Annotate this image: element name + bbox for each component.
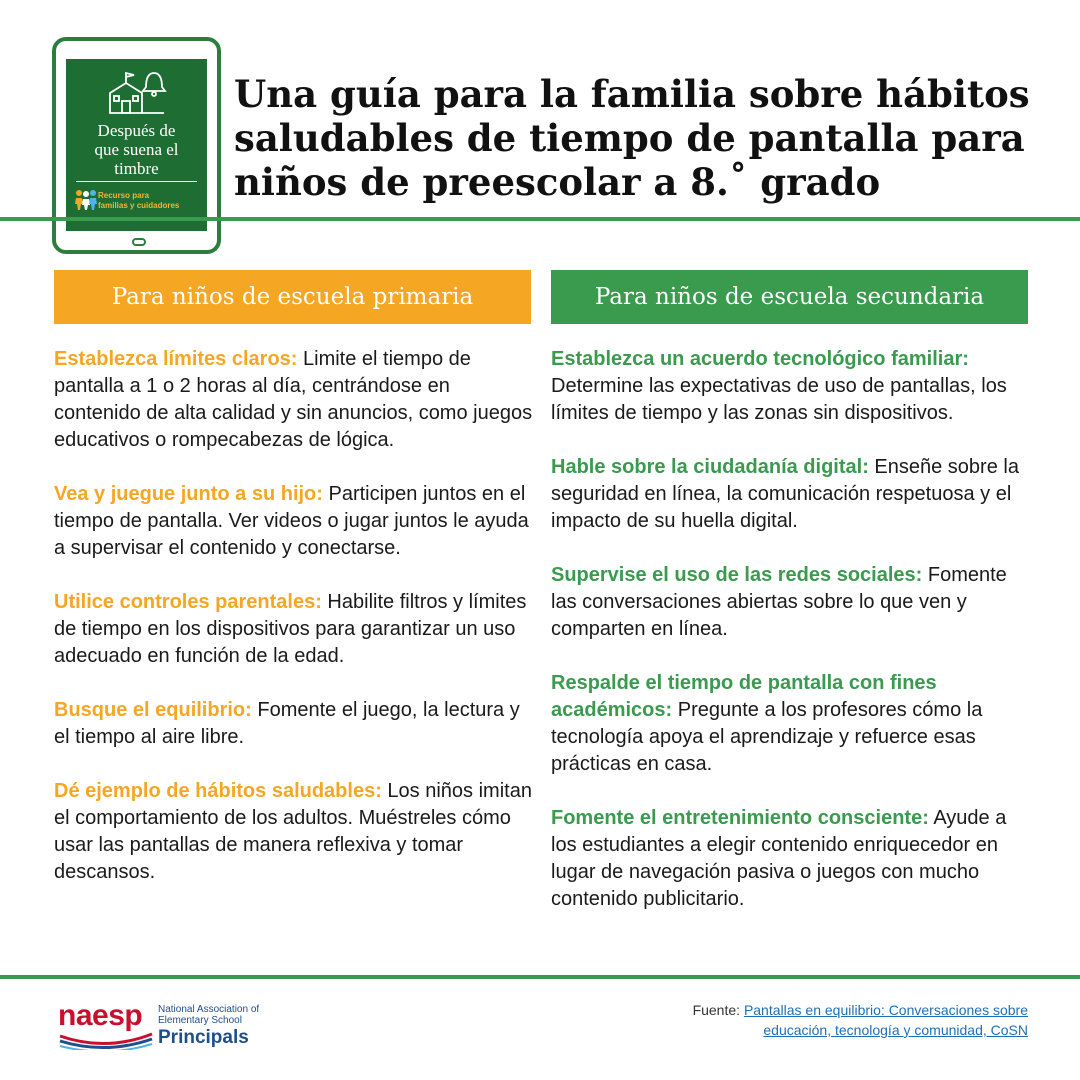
logo-principals: Principals xyxy=(158,1027,249,1048)
tip-body: Pregunte a los profesores cómo la tecnología apoya el aprendizaje y refuerce esas prácticas en casa. xyxy=(551,699,983,775)
tip xyxy=(551,562,1036,643)
tip-heading: Dé ejemplo de hábitos saludables: xyxy=(54,780,382,802)
tip-heading: Fomente el entretenimiento consciente: xyxy=(551,807,929,829)
tip-body: Enseñe sobre la seguridad en línea, la comunicación respetuosa y el impacto de su huella digital. xyxy=(551,456,1019,532)
tip-body: Determine las expectativas de uso de pantallas, los límites de tiempo y las zonas sin dispositivos. xyxy=(551,375,1007,424)
naesp-logo xyxy=(58,1000,268,1052)
title-line: saludables de tiempo de pantalla para xyxy=(234,116,1025,160)
tip xyxy=(54,589,536,670)
badge-subtitle xyxy=(98,191,206,211)
source-line xyxy=(568,1020,1028,1040)
footer-divider xyxy=(0,975,1080,979)
badge-title-line: timbre xyxy=(114,159,159,178)
primary-column-heading: Para niños de escuela primaria xyxy=(54,270,531,324)
tip-heading: Establezca límites claros: xyxy=(54,348,298,370)
source-link[interactable]: Pantallas en equilibrio: Conversaciones sobre xyxy=(743,1002,1028,1018)
tip-heading: Utilice controles parentales: xyxy=(54,591,322,613)
tip-heading: Busque el equilibrio: xyxy=(54,699,252,721)
tip-heading: Hable sobre la ciudadanía digital: xyxy=(551,456,869,478)
badge-title-line: que suena el xyxy=(94,140,179,159)
badge-title xyxy=(66,121,207,178)
badge-title-line: Después de xyxy=(97,121,176,140)
badge-divider xyxy=(76,181,197,182)
source-link[interactable]: educación, tecnología y comunidad, CoSN xyxy=(763,1022,1028,1038)
page-title xyxy=(234,72,1054,204)
tip-heading: Vea y juegue junto a su hijo: xyxy=(54,483,323,505)
source-line xyxy=(568,1000,1028,1020)
tip xyxy=(551,670,1036,778)
header-divider xyxy=(0,217,1080,221)
badge-tablet xyxy=(52,37,221,254)
badge-subtitle-line: familias y cuidadores xyxy=(98,201,180,210)
tip-body: Participen juntos en el tiempo de pantalla. Ver videos o jugar juntos le ayuda a supervisar el contenido y conectarse. xyxy=(54,483,529,559)
secondary-column-heading: Para niños de escuela secundaria xyxy=(551,270,1028,324)
logo-line: National Association of xyxy=(158,1004,260,1015)
source-citation xyxy=(568,1000,1028,1040)
badge-subtitle-line: Recurso para xyxy=(98,191,150,200)
tip-heading: Respalde el tiempo de pantalla con fines académicos: xyxy=(551,672,937,721)
tip-body: Ayude a los estudiantes a elegir contenido enriquecedor en lugar de navegación pasiva o juegos con mucho contenido publicitario. xyxy=(551,807,1007,910)
tip-heading: Supervise el uso de las redes sociales: xyxy=(551,564,923,586)
primary-tips-column xyxy=(54,346,536,913)
tip xyxy=(551,454,1036,535)
logo-org-name xyxy=(158,1004,259,1026)
tip xyxy=(551,805,1036,913)
logo-line: Elementary School xyxy=(158,1015,242,1026)
title-line: niños de preescolar a 8.˚ grado xyxy=(234,160,881,204)
secondary-tips-column xyxy=(551,346,1036,940)
tip-body: Limite el tiempo de pantalla a 1 o 2 horas al día, centrándose en contenido de alta calidad y sin anuncios, como juegos educativos o rompecabezas de lógica. xyxy=(54,348,533,451)
source-label: Fuente: xyxy=(692,1002,744,1018)
title-line: Una guía para la familia sobre hábitos xyxy=(234,72,1030,116)
tip-body: Fomente las conversaciones abiertas sobre lo que ven y comparten en línea. xyxy=(551,564,1007,640)
tip-body: Habilite filtros y límites de tiempo en los dispositivos para garantizar un uso adecuado en función de la edad. xyxy=(54,591,527,667)
badge-screen xyxy=(66,59,207,231)
tip xyxy=(54,346,536,454)
school-bell-icon xyxy=(106,67,168,115)
tip xyxy=(54,778,536,886)
people-icon xyxy=(74,189,98,211)
tablet-home-button xyxy=(132,238,146,246)
tip-body: Los niños imitan el comportamiento de los adultos. Muéstreles cómo usar las pantallas de manera reflexiva y tomar descansos. xyxy=(54,780,532,883)
tip xyxy=(54,697,536,751)
tip-heading: Establezca un acuerdo tecnológico familiar: xyxy=(551,348,969,370)
logo-wordmark: naesp xyxy=(58,999,143,1032)
tip-body: Fomente el juego, la lectura y el tiempo al aire libre. xyxy=(54,699,520,748)
swoosh-icon xyxy=(58,1030,154,1050)
tip xyxy=(54,481,536,562)
tip xyxy=(551,346,1036,427)
